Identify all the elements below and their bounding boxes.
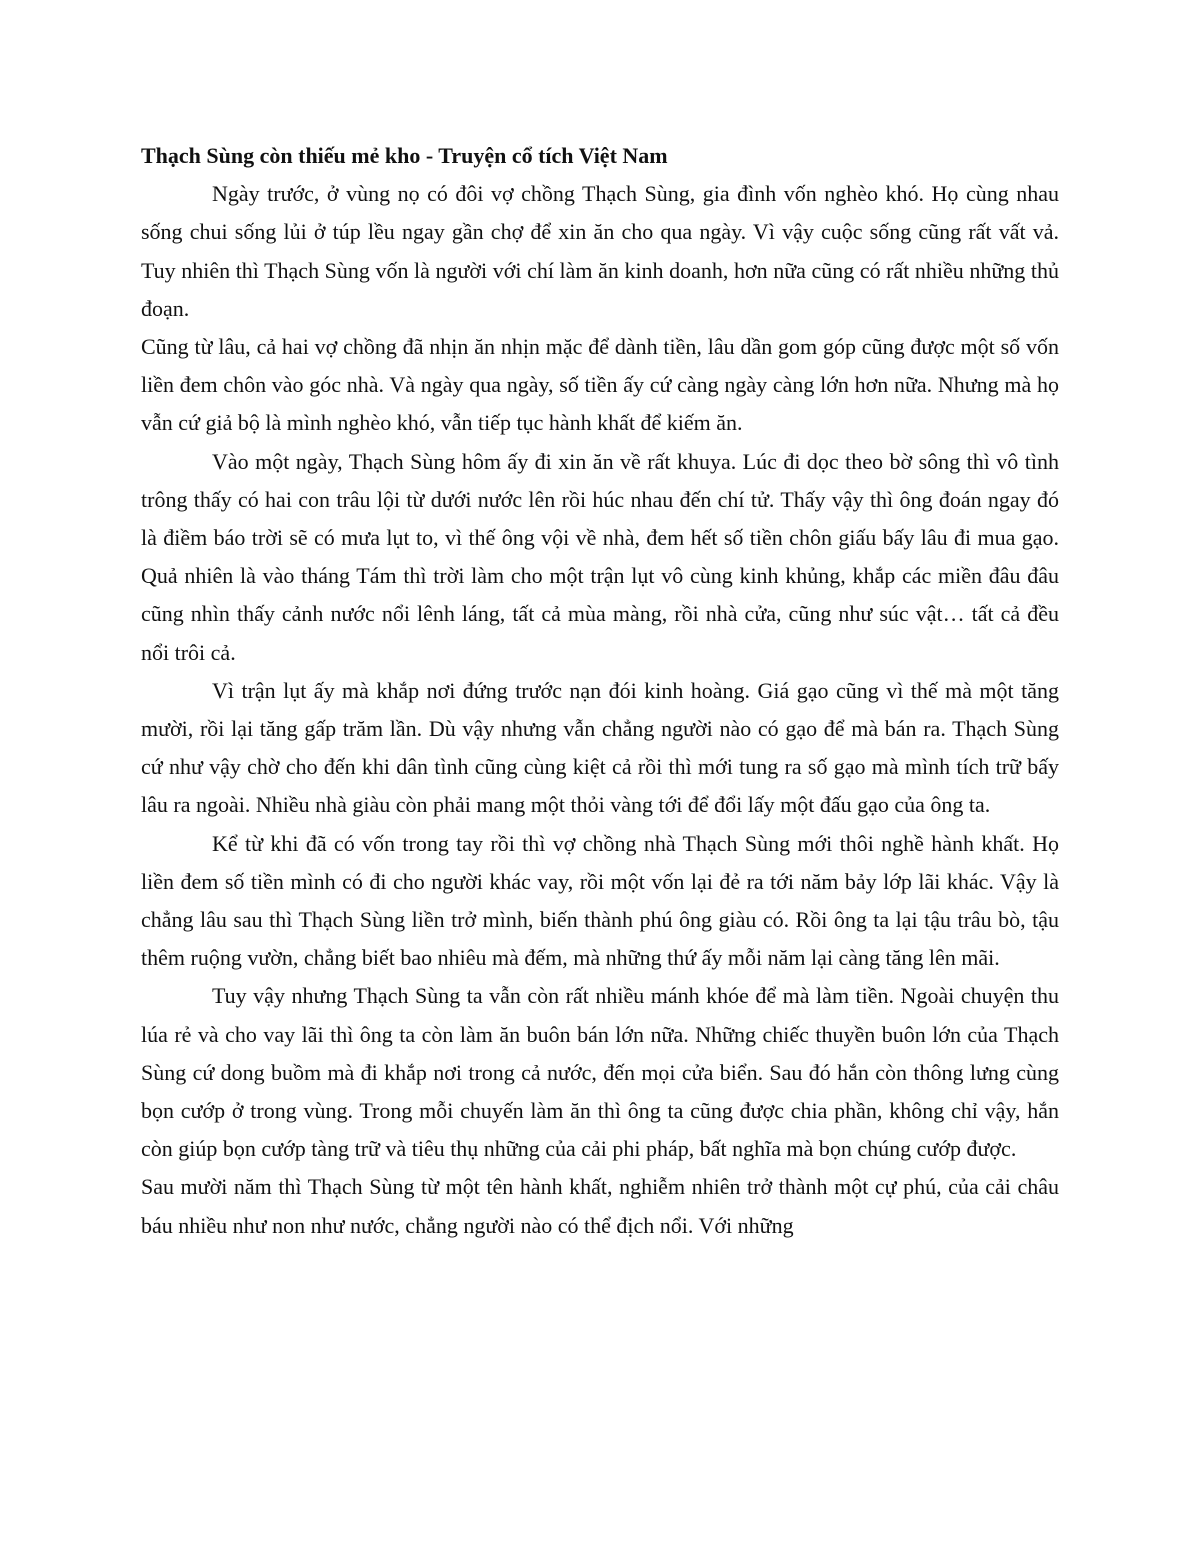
paragraph: Sau mười năm thì Thạch Sùng từ một tên hành khất, nghiễm nhiên trở thành một cự phú, của cải châu báu nhiều như non như nước, chẳng người nào có thể địch nổi. Với những bbox=[141, 1174, 1059, 1238]
paragraph: Kể từ khi đã có vốn trong tay rồi thì vợ chồng nhà Thạch Sùng mới thôi nghề hành khất. Họ liền đem số tiền mình có đi cho người khác vay, rồi một vốn lại đẻ ra tới năm bảy lớp lãi khác. Vậy là chẳng lâu sau thì Thạch Sùng liền trở mình, biến thành phú ông giàu có. Rồi ông ta lại tậu trâu bò, tậu thêm ruộng vườn, chẳng biết bao nhiêu mà đếm, mà những thứ ấy mỗi năm lại càng tăng lên mãi. bbox=[141, 830, 1059, 971]
paragraph: Tuy vậy nhưng Thạch Sùng ta vẫn còn rất nhiều mánh khóe để mà làm tiền. Ngoài chuyện thu lúa rẻ và cho vay lãi thì ông ta còn làm ăn buôn bán lớn nữa. Những chiếc thuyền buôn lớn của Thạch Sùng cứ dong buồm mà đi khắp nơi trong cả nước, đến mọi cửa biển. Sau đó hắn còn thông lưng cùng bọn cướp ở trong vùng. Trong mỗi chuyến làm ăn thì ông ta cũng được chia phần, không chỉ vậy, hắn còn giúp bọn cướp tàng trữ và tiêu thụ những của cải phi pháp, bất nghĩa mà bọn chúng cướp được. bbox=[141, 983, 1059, 1162]
paragraph: Vào một ngày, Thạch Sùng hôm ấy đi xin ăn về rất khuya. Lúc đi dọc theo bờ sông thì vô tình trông thấy có hai con trâu lội từ dưới nước lên rồi húc nhau đến chí tử. Thấy vậy thì ông đoán ngay đó là điềm báo trời sẽ có mưa lụt to, vì thế ông vội về nhà, đem hết số tiền chôn giấu bấy lâu đi mua gạo. Quả nhiên là vào tháng Tám thì trời làm cho một trận lụt vô cùng kinh khủng, khắp các miền đâu đâu cũng nhìn thấy cảnh nước nổi lênh láng, tất cả mùa màng, rồi nhà cửa, cũng như súc vật… tất cả đều nổi trôi cả. bbox=[141, 448, 1059, 665]
paragraph: Ngày trước, ở vùng nọ có đôi vợ chồng Thạch Sùng, gia đình vốn nghèo khó. Họ cùng nhau sống chui sống lủi ở túp lều ngay gần chợ để xin ăn cho qua ngày. Vì vậy cuộc sống cũng rất vất vả. Tuy nhiên thì Thạch Sùng vốn là người với chí làm ăn kinh doanh, hơn nữa cũng có rất nhiều những thủ đoạn. bbox=[141, 181, 1059, 321]
document-title: Thạch Sùng còn thiếu mẻ kho - Truyện cổ tích Việt Nam bbox=[141, 143, 668, 168]
paragraph: Cũng từ lâu, cả hai vợ chồng đã nhịn ăn nhịn mặc để dành tiền, lâu dần gom góp cũng được một số vốn liền đem chôn vào góc nhà. Và ngày qua ngày, số tiền ấy cứ càng ngày càng lớn hơn nữa. Nhưng mà họ vẫn cứ giả bộ là mình nghèo khó, vẫn tiếp tục hành khất để kiếm ăn. bbox=[141, 334, 1059, 436]
paragraph: Vì trận lụt ấy mà khắp nơi đứng trước nạn đói kinh hoàng. Giá gạo cũng vì thế mà một tăng mười, rồi lại tăng gấp trăm lần. Dù vậy nhưng vẫn chẳng người nào có gạo để mà bán ra. Thạch Sùng cứ như vậy chờ cho đến khi dân tình cũng cùng kiệt cả rồi thì mới tung ra số gạo mà mình tích trữ bấy lâu ra ngoài. Nhiều nhà giàu còn phải mang một thỏi vàng tới để đổi lấy một đấu gạo của ông ta. bbox=[141, 677, 1059, 818]
document-page bbox=[141, 137, 1059, 1245]
